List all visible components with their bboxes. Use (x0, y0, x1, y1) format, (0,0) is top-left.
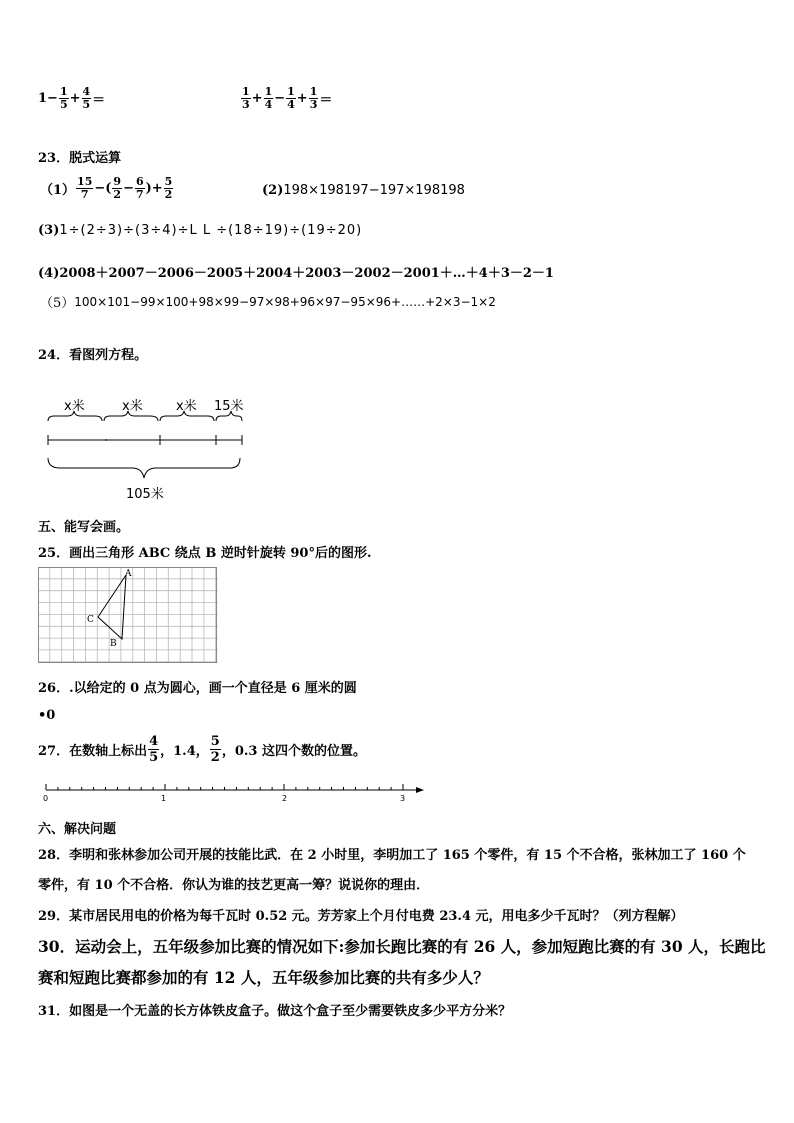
part-label: (3) (38, 223, 60, 238)
number-line-svg (36, 781, 426, 795)
q30-line-1: 30．运动会上，五年级参加比赛的情况如下:参加长跑比赛的有 26 人，参加短跑比赛的有 30 人，长跑比 (38, 937, 766, 956)
expression: 1÷(2÷3)÷(3÷4)÷L L ÷(18÷19)÷(19÷20) (59, 223, 363, 238)
operator: )+ (145, 181, 163, 196)
expression: 198×198197−197×198198 (283, 183, 465, 198)
grid-border (39, 568, 217, 663)
operator: + (69, 91, 81, 106)
operator: + (296, 91, 308, 106)
fraction: $\frac{1}{3}$ (242, 85, 250, 111)
q23-title: 23．脱式运算 (38, 151, 122, 166)
q27-number-line (36, 780, 426, 810)
q23-part-4: (4)2008＋2007－2006－2005＋2004＋2003－2002－2001＋…＋4＋3－2－1 (38, 266, 554, 281)
q23-part-5 (40, 292, 496, 311)
fraction: $\frac{1}{5}$ (59, 85, 68, 111)
equals-sign: ＝ (92, 93, 106, 108)
operator: − (274, 91, 286, 106)
fraction: $\frac{5}{2}$ (164, 175, 173, 201)
expression: 100×101−99×100+98×99−97×98+96×97−95×96+……+2×3−1×2 (74, 294, 496, 309)
vertex-label-c: C (87, 615, 94, 625)
q23-part-3 (38, 223, 362, 238)
segment-label: x米 (176, 399, 197, 414)
top-brace (216, 411, 242, 421)
equals-sign: ＝ (319, 93, 333, 108)
total-label: 105米 (126, 487, 164, 502)
top-brace (104, 411, 158, 421)
top-brace (160, 411, 214, 421)
q23-part-1 (40, 176, 174, 201)
q23-part-2 (262, 183, 465, 198)
q31-text: 31．如图是一个无盖的长方体铁皮盒子。做这个盒子至少需要铁皮多少平方分米？ (38, 1004, 512, 1019)
fraction: $\frac{9}{2}$ (113, 175, 122, 201)
fraction: $\frac{4}{5}$ (82, 85, 91, 111)
vertex-label-b: B (110, 639, 117, 649)
top-brace (48, 411, 102, 421)
segment-label: x米 (64, 399, 85, 414)
fraction: $\frac{5}{2}$ (210, 734, 220, 765)
text: ，1.4， (160, 744, 209, 759)
q24-title: 24．看图列方程。 (38, 348, 148, 363)
part-label: （5） (40, 296, 75, 311)
q22-expr-1 (38, 86, 105, 111)
fraction: $\frac{15}{7}$ (77, 175, 93, 201)
tick-label: 1 (161, 794, 167, 803)
operator: − (123, 181, 134, 196)
text: 27．在数轴上标出 (38, 744, 148, 759)
grid-svg (38, 567, 218, 663)
q29-text: 29．某市居民用电的价格为每千瓦时 0.52 元。芳芳家上个月付电费 23.4 元，用电多少千瓦时？（列方程解） (38, 909, 684, 924)
fraction: $\frac{1}{3}$ (309, 85, 318, 111)
fraction: $\frac{6}{7}$ (135, 175, 144, 201)
section-6-title: 六、解决问题 (38, 822, 117, 837)
q28-line-2: 零件，有 10 个不合格．你认为谁的技艺更高一筹？说说你的理由． (38, 878, 430, 893)
bottom-brace (48, 458, 240, 478)
q26-center-point: •0 (38, 708, 56, 723)
q22-expr-2 (240, 86, 332, 111)
vertex-label-a: A (125, 569, 132, 579)
fraction: $\frac{1}{4}$ (264, 85, 273, 111)
expr-number: 1 (38, 91, 48, 106)
segment-label: 15米 (214, 399, 244, 414)
q27-title (38, 734, 366, 765)
q25-grid-figure (38, 567, 218, 663)
part-label: (2) (262, 183, 284, 198)
operator: + (251, 91, 263, 106)
fraction: $\frac{4}{5}$ (149, 734, 159, 765)
triangle-abc (98, 575, 126, 639)
operator: − (47, 91, 58, 106)
section-5-title: 五、能写会画。 (38, 520, 130, 535)
text: ，0.3 这四个数的位置。 (221, 744, 366, 759)
operator: −( (94, 181, 112, 196)
part-label: （1） (40, 183, 76, 198)
q24-segment-diagram (40, 388, 260, 508)
q25-title: 25．画出三角形 ABC 绕点 B 逆时针旋转 90°后的图形. (38, 546, 372, 561)
tick-label: 0 (43, 794, 49, 803)
q26-title: 26．.以给定的 0 点为圆心，画一个直径是 6 厘米的圆 (38, 681, 357, 696)
segment-label: x米 (122, 399, 143, 414)
arrow-head (416, 787, 424, 793)
q30-line-2: 赛和短跑比赛都参加的有 12 人，五年级参加比赛的共有多少人？ (38, 968, 489, 987)
tick-label: 2 (282, 794, 288, 803)
q28-line-1: 28．李明和张林参加公司开展的技能比武．在 2 小时里，李明加工了 165 个零件，有 15 个不合格，张林加工了 160 个 (38, 848, 746, 863)
tick-label: 3 (400, 794, 406, 803)
fraction: $\frac{1}{4}$ (287, 85, 295, 111)
dot (105, 439, 107, 441)
